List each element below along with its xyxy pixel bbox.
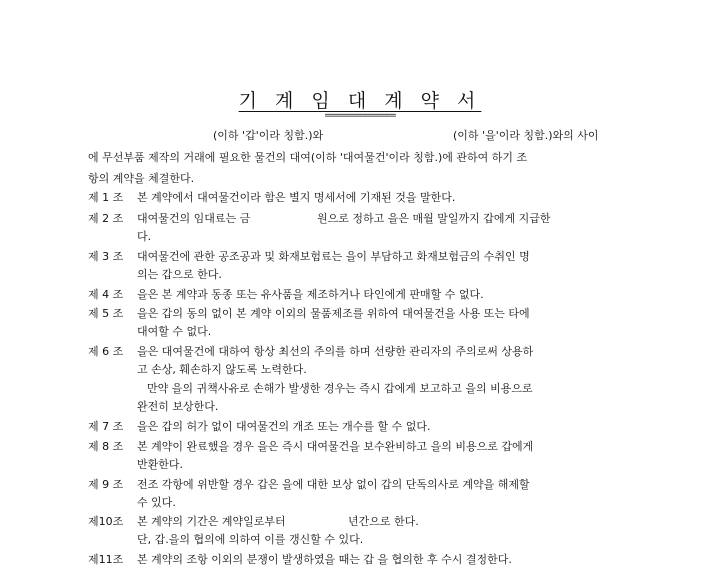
article-9-line-1: 전조 각항에 위반할 경우 갑은 을에 대한 보상 없이 갑의 단독의사로 계약을 해제할 (137, 478, 530, 491)
article-10-line-1a: 본 계약의 기간은 계약일로부터 (137, 515, 286, 528)
article-6-line-4: 완전히 보상한다. (137, 400, 219, 413)
intro-line-2: 에 무선부품 제작의 거래에 필요한 물건의 대여(이하 '대여물건'이라 칭함.)에 관하여 하기 조 (88, 151, 528, 164)
article-10-line-1b: 년간으로 한다. (348, 515, 419, 528)
article-7-line-1: 을은 갑의 허가 없이 대여물건의 개조 또는 개수를 할 수 없다. (137, 420, 431, 433)
intro-line-1a: (이하 '갑'이라 칭함.)와 (213, 129, 324, 142)
article-2-line-2: 다. (137, 230, 152, 243)
article-1-label: 제 1 조 (88, 191, 124, 204)
article-5-label: 제 5 조 (88, 307, 124, 320)
article-11-label: 제11조 (88, 553, 124, 566)
article-7-label: 제 7 조 (88, 420, 124, 433)
article-6-line-2: 고 손상, 훼손하지 않도록 노력한다. (137, 363, 307, 376)
article-4-label: 제 4 조 (88, 288, 124, 301)
article-2-line-1b: 원으로 정하고 을은 매월 말일까지 갑에게 지급한 (317, 212, 551, 225)
intro-line-3: 항의 계약을 체결한다. (88, 172, 195, 185)
article-6-line-3: 만약 을의 귀책사유로 손해가 발생한 경우는 즉시 갑에게 보고하고 을의 비용으로 (147, 382, 533, 395)
article-11-line-1: 본 계약의 조항 이외의 분쟁이 발생하였을 때는 갑 을 협의한 후 수시 결정한다. (137, 553, 512, 566)
article-8-label: 제 8 조 (88, 440, 124, 453)
article-8-line-2: 반환한다. (137, 458, 184, 471)
article-9-label: 제 9 조 (88, 478, 124, 491)
article-3-line-1: 대여물건에 관한 공조공과 및 화재보험료는 을이 부담하고 화재보험금의 수취인 명 (137, 250, 530, 263)
article-3-label: 제 3 조 (88, 250, 124, 263)
article-2-label: 제 2 조 (88, 212, 124, 225)
article-6-label: 제 6 조 (88, 345, 124, 358)
article-2-line-1a: 대여물건의 임대료는 금 (137, 212, 251, 225)
article-9-line-2: 수 있다. (137, 496, 176, 509)
title-double-rule: ================ (324, 111, 396, 121)
article-1-line-1: 본 계약에서 대여물건이라 함은 별지 명세서에 기재된 것을 말한다. (137, 191, 456, 204)
article-6-line-1: 을은 대여물건에 대하여 항상 최선의 주의를 하며 선량한 관리자의 주의로써 상용하 (137, 345, 534, 358)
article-5-line-2: 대여할 수 없다. (137, 325, 212, 338)
article-8-line-1: 본 계약이 완료했을 경우 을은 즉시 대여물건을 보수완비하고 을의 비용으로 갑에게 (137, 440, 534, 453)
article-4-line-1: 을은 본 계약과 동종 또는 유사품을 제조하거나 타인에게 판매할 수 없다. (137, 288, 484, 301)
article-3-line-2: 의는 갑으로 한다. (137, 268, 222, 281)
article-10-line-2: 단, 갑.을의 협의에 의하여 이를 갱신할 수 있다. (137, 533, 364, 546)
article-5-line-1: 을은 갑의 동의 없이 본 계약 이외의 물품제조를 위하여 대여물건을 사용 또는 타에 (137, 307, 530, 320)
intro-line-1b: (이하 '을'이라 칭함.)와의 사이 (453, 129, 599, 142)
document-title: 기 계 임 대 계 약 서 (238, 90, 482, 112)
article-10-label: 제10조 (88, 515, 124, 528)
